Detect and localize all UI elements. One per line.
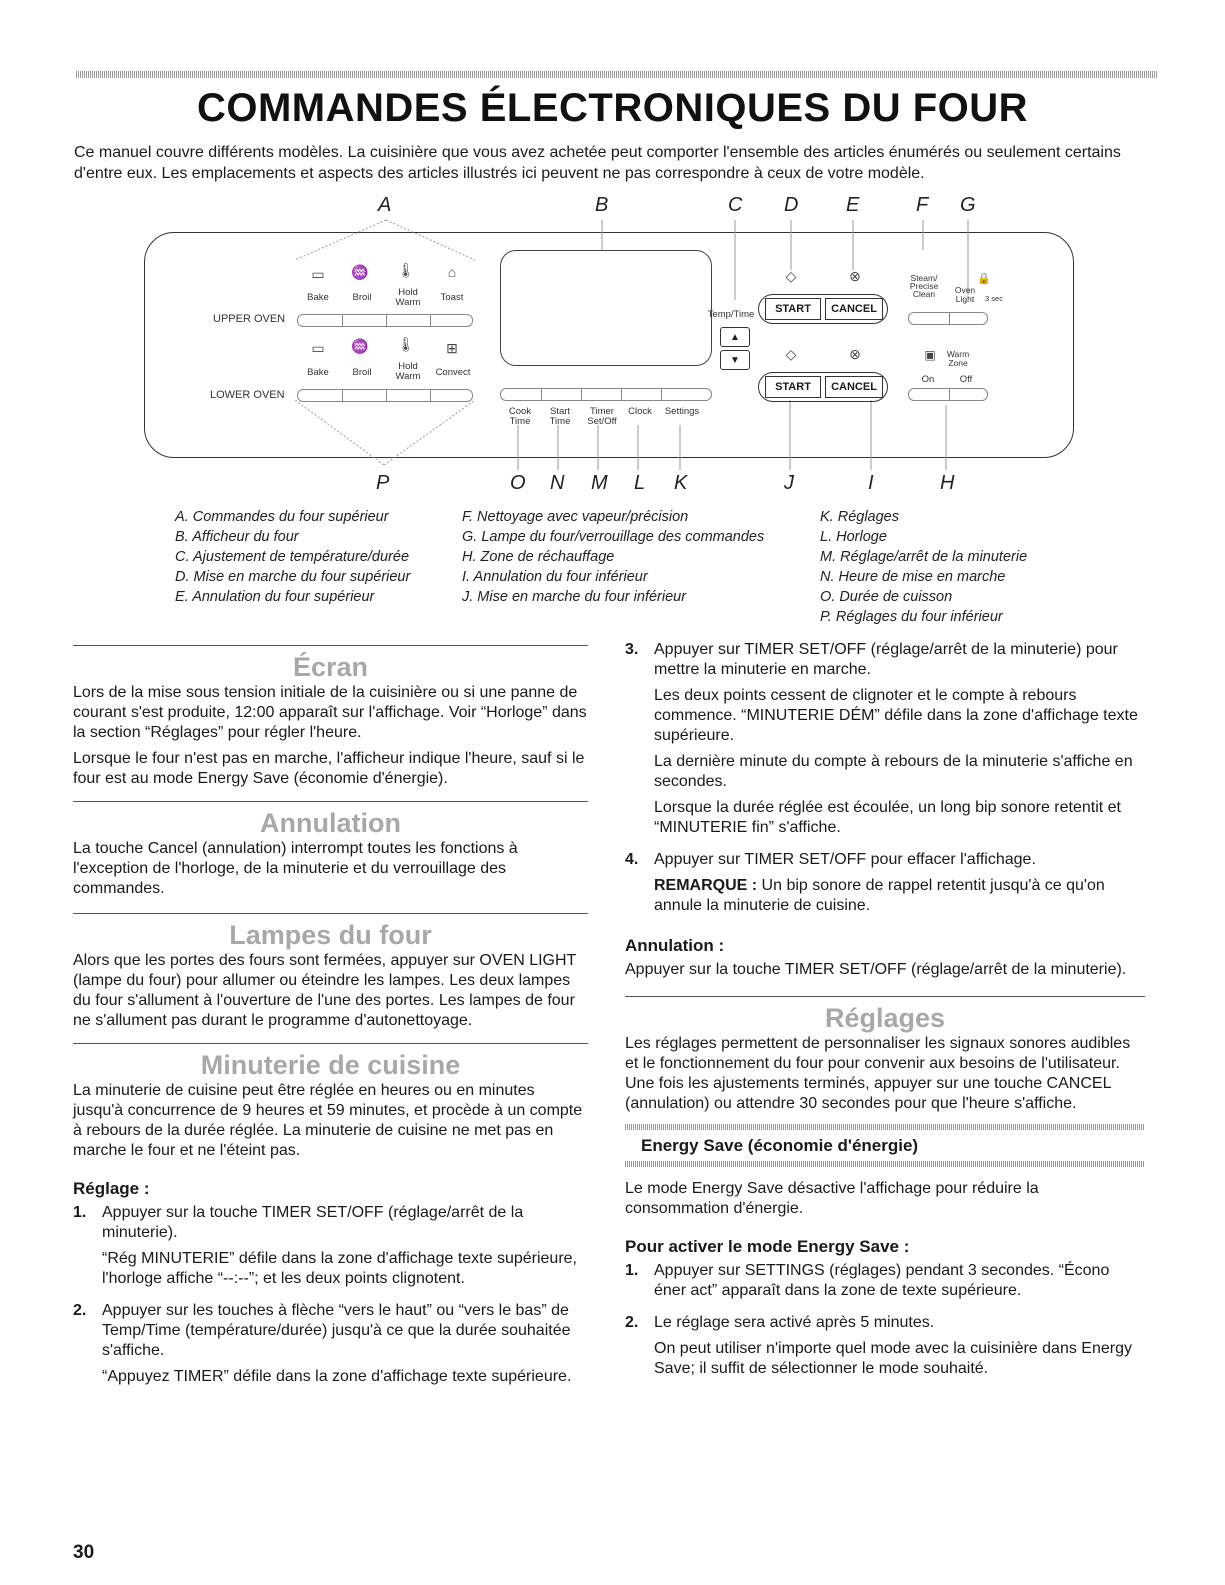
step-number: 1. xyxy=(625,1262,639,1279)
callout-o: O xyxy=(510,472,526,494)
callout-m: M xyxy=(591,472,608,494)
step-text: “Appuyez TIMER” défile dans la zone d'affichage texte supérieure. xyxy=(102,1368,572,1385)
step-4 xyxy=(625,850,1145,922)
callout-k: K xyxy=(674,472,688,494)
section-rule xyxy=(625,996,1145,997)
callout-g: G xyxy=(960,194,976,216)
step-text: “Rég MINUTERIE” défile dans la zone d'affichage texte supérieure, l'horloge affiche “--:--”; et les deux points clignotent. xyxy=(102,1250,577,1287)
callout-j: J xyxy=(784,472,794,494)
legend-column-1 xyxy=(175,507,410,607)
temp-down-arrow-icon[interactable]: ▼ xyxy=(720,350,750,370)
ecran-paragraph-1: Lors de la mise sous tension initiale de la cuisinière ou si une panne de courant s'est produite, 12:00 apparaît sur l'affichage. Voir “Horloge” dans la section “Réglages” pour régler l'heure. xyxy=(73,684,587,741)
hold-warm-icon: 🌡 xyxy=(397,262,415,278)
legend-item: I. Annulation du four inférieur xyxy=(462,569,648,585)
legend-item: O. Durée de cuisson xyxy=(820,589,953,605)
warm-on-label: On xyxy=(921,374,935,385)
callout-b: B xyxy=(595,194,609,216)
legend-column-2 xyxy=(462,507,764,607)
control-panel-diagram xyxy=(140,190,1080,500)
legend-item: J. Mise en marche du four inférieur xyxy=(462,589,687,605)
legend-item: L. Horloge xyxy=(820,529,887,545)
remarque-note xyxy=(654,876,1145,916)
step-3 xyxy=(625,640,1145,844)
step-text: Lorsque la durée réglée est écoulée, un long bip sonore retentit et “MINUTERIE fin” s'affiche. xyxy=(654,799,1121,836)
bottom-control-buttons[interactable] xyxy=(500,388,712,401)
callout-i: I xyxy=(868,472,874,494)
cook-time-label: Cook Time xyxy=(508,406,532,427)
remarque-text: Un bip sonore de rappel retentit jusqu'à ce qu'on annule la minuterie de cuisine. xyxy=(654,877,1105,914)
annulation-right-paragraph: Appuyer sur la touche TIMER SET/OFF (réglage/arrêt de la minuterie). xyxy=(625,961,1127,978)
step-text: La dernière minute du compte à rebours de la minuterie s'affiche en secondes. xyxy=(654,753,1133,790)
oven-display xyxy=(500,250,712,366)
warm-zone-buttons[interactable] xyxy=(908,388,988,401)
lower-broil-icon: ♒ xyxy=(351,338,369,354)
step-number: 2. xyxy=(73,1302,87,1319)
legend-item: C. Ajustement de température/durée xyxy=(175,549,410,565)
step-number: 1. xyxy=(73,1204,87,1221)
step-text: Appuyer sur TIMER SET/OFF (réglage/arrêt de la minuterie) pour mettre la minuterie en marche. xyxy=(654,641,1118,678)
section-rule xyxy=(73,801,588,802)
lower-start-button[interactable]: START xyxy=(765,376,821,398)
lower-cancel-icon: ⊗ xyxy=(849,346,861,362)
callout-c: C xyxy=(728,194,743,216)
step-text: Appuyer sur les touches à flèche “vers le haut” ou “vers le bas” de Temp/Time (température/durée) jusqu'à ce que la durée souhaitée s'affiche. xyxy=(102,1302,571,1359)
step-text: Le réglage sera activé après 5 minutes. xyxy=(654,1314,935,1331)
legend-item: D. Mise en marche du four supérieur xyxy=(175,569,411,585)
timer-set-off-label: Timer Set/Off xyxy=(587,406,617,427)
temp-up-arrow-icon[interactable]: ▲ xyxy=(720,327,750,347)
annulation-paragraph: La touche Cancel (annulation) interrompt toutes les fonctions à l'exception de l'horloge, de la minuterie et du verrouillage des commandes. xyxy=(73,840,518,897)
reglages-title: Réglages xyxy=(824,1003,946,1033)
upper-oven-label: UPPER OVEN xyxy=(213,313,286,325)
legend-item: N. Heure de mise en marche xyxy=(820,569,1006,585)
minuterie-title: Minuterie de cuisine xyxy=(200,1050,461,1080)
lower-hold-warm-icon: 🌡 xyxy=(397,336,415,352)
steam-light-buttons[interactable] xyxy=(908,312,988,325)
callout-n: N xyxy=(550,472,565,494)
energy-step-1 xyxy=(625,1261,1145,1307)
energy-save-paragraph: Le mode Energy Save désactive l'affichage pour réduire la consommation d'énergie. xyxy=(625,1180,1039,1217)
warm-off-label: Off xyxy=(959,374,973,385)
oven-light-label: Oven Light xyxy=(954,285,976,304)
upper-oven-buttons[interactable] xyxy=(297,314,473,327)
legend-item: B. Afficheur du four xyxy=(175,529,299,545)
convect-icon: ⊞ xyxy=(446,340,458,356)
lower-start-icon: ◇ xyxy=(785,346,797,362)
step-1 xyxy=(73,1203,588,1295)
lock-icon: 🔒 xyxy=(977,273,991,285)
page-title: COMMANDES ÉLECTRONIQUES DU FOUR xyxy=(196,86,1029,130)
top-hatched-rule xyxy=(76,71,1158,78)
legend-column-3 xyxy=(820,507,1027,627)
ecran-title: Écran xyxy=(292,652,369,682)
step-number: 3. xyxy=(625,641,639,658)
minuterie-paragraph: La minuterie de cuisine peut être réglée en heures ou en minutes jusqu'à concurrence de 9 heures et 59 minutes, et procède à un compte à rebours de la durée réglée. La minuterie de cuisine ne met pas en marche le four et ne l'éteint pas. xyxy=(73,1082,583,1159)
legend-item: G. Lampe du four/verrouillage des commandes xyxy=(462,529,765,545)
step-text: Appuyer sur SETTINGS (réglages) pendant 3 secondes. “Écono éner act” apparaît dans la zone de texte supérieure. xyxy=(654,1262,1110,1299)
broil-icon: ♒ xyxy=(351,264,369,280)
activer-heading: Pour activer le mode Energy Save : xyxy=(625,1237,910,1256)
legend-item: M. Réglage/arrêt de la minuterie xyxy=(820,549,1028,565)
upper-start-icon: ◇ xyxy=(785,268,797,284)
reglages-paragraph: Les réglages permettent de personnaliser les signaux sonores audibles et le fonctionnement du four pour convenir aux besoins de l'utilisateur. Une fois les ajustements terminés, appuyer sur une touche CANCEL (annulation) ou attendre 30 secondes pour que l'heure s'affiche. xyxy=(625,1035,1131,1112)
step-number: 4. xyxy=(625,851,639,868)
lower-convect-label: Convect xyxy=(435,367,471,378)
section-rule xyxy=(73,1043,588,1044)
upper-bake-label: Bake xyxy=(307,292,329,303)
upper-broil-label: Broil xyxy=(352,292,372,303)
lower-bake-label: Bake xyxy=(307,367,329,378)
legend-item: F. Nettoyage avec vapeur/précision xyxy=(462,509,689,525)
section-rule xyxy=(73,645,588,646)
upper-cancel-icon: ⊗ xyxy=(849,268,861,284)
callout-p: P xyxy=(376,472,390,494)
clock-label: Clock xyxy=(628,406,652,417)
temp-time-label: Temp/Time xyxy=(707,309,755,320)
callout-l: L xyxy=(634,472,646,494)
lower-bake-icon: ▭ xyxy=(311,340,325,356)
toast-icon: ⌂ xyxy=(447,264,457,280)
settings-label: Settings xyxy=(664,406,700,417)
left-column xyxy=(73,645,588,1399)
lower-oven-buttons[interactable] xyxy=(297,389,473,402)
annulation-title: Annulation xyxy=(260,808,401,838)
callout-h: H xyxy=(940,472,955,494)
bake-icon: ▭ xyxy=(311,266,325,282)
lower-oven-label: LOWER OVEN xyxy=(210,389,285,401)
step-text: Appuyer sur la touche TIMER SET/OFF (réglage/arrêt de la minuterie). xyxy=(102,1204,524,1241)
step-text: On peut utiliser n'importe quel mode avec la cuisinière dans Energy Save; il suffit de sélectionner le mode souhaité. xyxy=(654,1340,1132,1377)
step-2 xyxy=(73,1301,588,1393)
legend-item: P. Réglages du four inférieur xyxy=(820,609,1003,625)
three-sec-label: 3 sec xyxy=(985,294,1003,303)
legend-item: E. Annulation du four supérieur xyxy=(175,589,375,605)
legend-item: K. Réglages xyxy=(820,509,899,525)
callout-d: D xyxy=(784,194,799,216)
steam-clean-label: Steam/ Precise Clean xyxy=(909,273,939,299)
warm-zone-label: Warm Zone xyxy=(946,349,970,368)
callout-e: E xyxy=(846,194,860,216)
energy-step-2 xyxy=(625,1313,1145,1385)
upper-start-cancel-pill xyxy=(758,294,888,324)
lampes-paragraph: Alors que les portes des fours sont fermées, appuyer sur OVEN LIGHT (lampe du four) pour allumer ou éteindre les lampes. Les deux lampes du four s'allument à l'ouverture de l'une des portes. Les lampes de four ne s'allument pas durant le programme d'autonettoyage. xyxy=(73,952,577,1029)
lampes-title: Lampes du four xyxy=(229,920,432,950)
lower-cancel-button[interactable]: CANCEL xyxy=(825,376,883,398)
hatched-rule xyxy=(625,1161,1145,1167)
lower-broil-label: Broil xyxy=(352,367,372,378)
step-text: Appuyer sur TIMER SET/OFF pour effacer l'affichage. xyxy=(654,851,1036,868)
upper-hold-warm-label: Hold Warm xyxy=(395,287,421,308)
right-column xyxy=(625,640,1145,1391)
lower-hold-warm-label: Hold Warm xyxy=(395,361,421,382)
ecran-paragraph-2: Lorsque le four n'est pas en marche, l'afficheur indique l'heure, sauf si le four est au mode Energy Save (économie d'énergie). xyxy=(73,750,585,787)
legend-item: H. Zone de réchauffage xyxy=(462,549,615,565)
reglage-heading: Réglage : xyxy=(73,1179,150,1198)
upper-toast-label: Toast xyxy=(440,292,464,303)
step-number: 2. xyxy=(625,1314,639,1331)
start-time-label: Start Time xyxy=(549,406,571,427)
legend-item: A. Commandes du four supérieur xyxy=(175,509,389,525)
page-number: 30 xyxy=(73,1542,95,1563)
warm-zone-icon: ▣ xyxy=(924,348,936,362)
lower-start-cancel-pill xyxy=(758,372,888,402)
upper-cancel-button[interactable]: CANCEL xyxy=(825,298,883,320)
remarque-label: REMARQUE : xyxy=(654,877,758,894)
callout-a: A xyxy=(378,194,392,216)
energy-save-heading: Energy Save (économie d'énergie) xyxy=(641,1136,919,1155)
intro-paragraph: Ce manuel couvre différents modèles. La cuisinière que vous avez achetée peut comporter l'ensemble des articles énumérés ou seulement certains d'entre eux. Les emplacements et aspects des articles illustrés ici peuvent ne pas correspondre à ceux de votre modèle. xyxy=(74,144,1121,182)
upper-start-button[interactable]: START xyxy=(765,298,821,320)
section-rule xyxy=(73,913,588,914)
annulation-heading: Annulation : xyxy=(625,936,725,955)
step-text: Les deux points cessent de clignoter et le compte à rebours commence. “MINUTERIE DÉM” défile dans la zone d'affichage texte supérieure. xyxy=(654,687,1138,744)
callout-f: F xyxy=(916,194,929,216)
